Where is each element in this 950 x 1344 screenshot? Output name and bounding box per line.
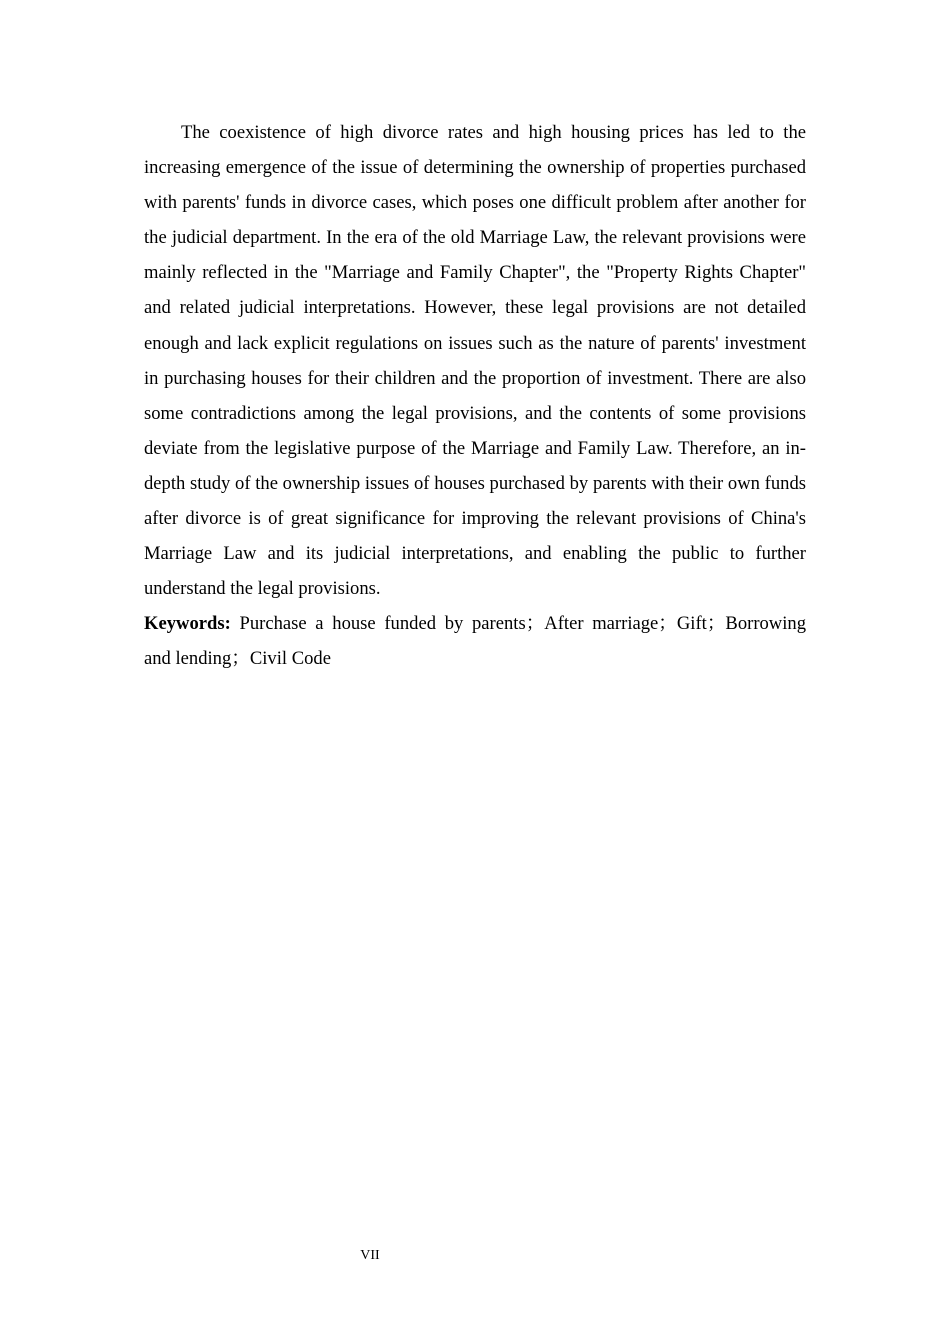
keywords-text: Purchase a house funded by parents；After marriage；Gift；Borrowing and lending；Civil Code bbox=[144, 613, 806, 670]
keywords-line bbox=[144, 606, 806, 676]
abstract-paragraph: The coexistence of high divorce rates and high housing prices has led to the increasing emergence of the issue of determining the ownership of properties purchased with parents' funds in divorce cases, which poses one difficult problem after another for the judicial department. In the era of the old Marriage Law, the relevant provisions were mainly reflected in the "Marriage and Family Chapter", the "Property Rights Chapter" and related judicial interpretations. However, these legal provisions are not detailed enough and lack explicit regulations on issues such as the nature of parents' investment in purchasing houses for their children and the proportion of investment. There are also some contradictions among the legal provisions, and the contents of some provisions deviate from the legislative purpose of the Marriage and Family Law. Therefore, an in-depth study of the ownership issues of houses purchased by parents with their own funds after divorce is of great significance for improving the relevant provisions of China's Marriage Law and its judicial interpretations, and enabling the public to further understand the legal provisions. bbox=[144, 122, 806, 600]
abstract-section bbox=[144, 115, 806, 677]
page-number: VII bbox=[360, 1248, 380, 1263]
keywords-label: Keywords: bbox=[144, 613, 231, 635]
